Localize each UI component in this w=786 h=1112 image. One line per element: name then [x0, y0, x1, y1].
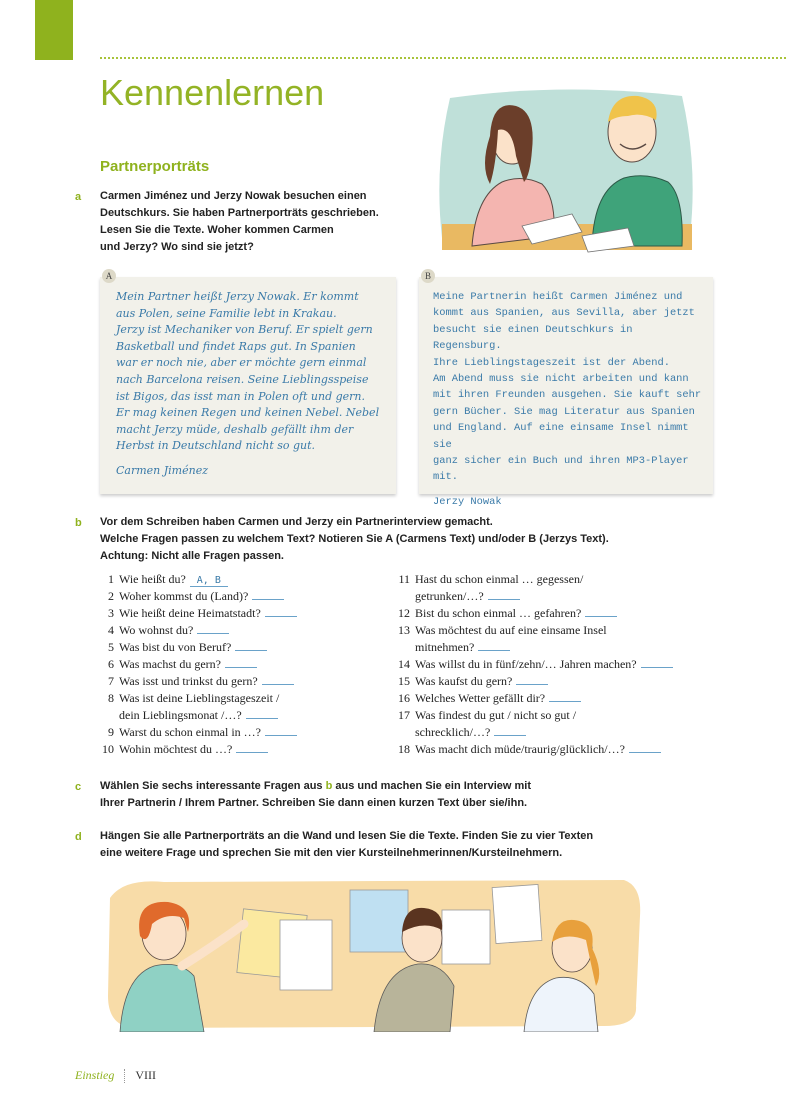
- question-number: 17: [398, 708, 410, 722]
- text-line: ist Bigos, das isst man in Polen oft und gern.: [116, 389, 366, 403]
- answer-blank[interactable]: [265, 605, 297, 617]
- question-item: [100, 639, 390, 656]
- section-subtitle: Partnerporträts: [100, 158, 210, 175]
- question-line: Wie heißt deine Heimatstadt?: [119, 606, 261, 620]
- question-number: 2: [108, 589, 114, 603]
- card-tag-a: A: [102, 269, 116, 283]
- question-text: [119, 724, 390, 741]
- text-line: Basketball und findet Raps gut. In Spanien: [116, 339, 356, 353]
- question-line: Was isst und trinkst du gern?: [119, 674, 258, 688]
- question-text: [119, 656, 390, 673]
- question-number: 9: [108, 725, 114, 739]
- text-line: Jerzy ist Mechaniker von Beruf. Er spielt gern: [116, 323, 373, 337]
- footer-separator: [124, 1069, 125, 1083]
- task-reference: b: [325, 780, 333, 792]
- answer-blank[interactable]: [262, 673, 294, 685]
- question-line: Warst du schon einmal in …?: [119, 725, 262, 739]
- question-list-left: [100, 571, 390, 758]
- question-text: [415, 571, 716, 605]
- question-line: Was ist deine Lieblingstageszeit /: [119, 691, 280, 705]
- question-text: [415, 741, 716, 758]
- question-number: 13: [398, 623, 410, 637]
- question-line: dein Lieblingsmonat /…?: [119, 708, 242, 722]
- text-line: Am Abend muss sie nicht arbeiten und kann: [433, 373, 689, 386]
- question-item: [100, 724, 390, 741]
- question-text: [119, 673, 390, 690]
- task-a-letter: a: [75, 191, 82, 203]
- question-line: Was machst du gern?: [119, 657, 221, 671]
- question-text: [119, 690, 390, 724]
- task-d-line: Hängen Sie alle Partnerporträts an die Wand und lesen Sie die Texte. Finden Sie zu vier Texten: [100, 830, 594, 842]
- question-number: 14: [398, 657, 410, 671]
- page-footer: [75, 1068, 156, 1083]
- question-number: 5: [108, 640, 114, 654]
- question-item: [396, 605, 716, 622]
- question-line: Welches Wetter gefällt dir?: [415, 691, 546, 705]
- task-a-line: und Jerzy? Wo sind sie jetzt?: [100, 241, 254, 253]
- answer-blank[interactable]: [641, 656, 673, 668]
- task-a-line: Lesen Sie die Texte. Woher kommen Carmen: [100, 224, 334, 236]
- task-b-line: Vor dem Schreiben haben Carmen und Jerzy ein Partnerinterview gemacht.: [100, 516, 493, 528]
- question-text: [415, 605, 716, 622]
- answer-blank[interactable]: [235, 639, 267, 651]
- task-a-line: Deutschkurs. Sie haben Partnerporträts geschrieben.: [100, 207, 379, 219]
- answer-blank[interactable]: [629, 741, 661, 753]
- text-line: Er mag keinen Regen und keinen Nebel. Nebel: [116, 406, 380, 420]
- task-c-line: Ihrer Partnerin / Ihrem Partner. Schreiben Sie dann einen kurzen Text über sie/ihn.: [100, 797, 528, 809]
- question-line: Was möchtest du auf eine einsame Insel: [415, 623, 607, 637]
- question-item: [396, 656, 716, 673]
- question-line: Wo wohnst du?: [119, 623, 194, 637]
- question-number: 8: [108, 691, 114, 705]
- wall-portraits-illustration: [104, 876, 644, 1032]
- question-item: [100, 673, 390, 690]
- question-item: [100, 656, 390, 673]
- question-text: [119, 571, 390, 588]
- question-item: [396, 741, 716, 758]
- text-line: besucht sie einen Deutschkurs in Regensburg.: [433, 323, 633, 353]
- question-text: [119, 605, 390, 622]
- task-d-line: eine weitere Frage und sprechen Sie mit den vier Kursteilnehmerinnen/Kursteilnehmern.: [100, 847, 563, 859]
- question-item: [396, 571, 716, 605]
- task-b-letter: b: [75, 517, 82, 529]
- question-line: Wohin möchtest du …?: [119, 742, 233, 756]
- question-line: schrecklich/…?: [415, 725, 491, 739]
- question-number: 18: [398, 742, 410, 756]
- text-line: und England. Auf eine einsame Insel nimmt sie: [433, 422, 689, 451]
- text-line: war er noch nie, aber er möchte gern einmal: [116, 356, 367, 370]
- task-d-instructions: [100, 828, 740, 862]
- answer-blank[interactable]: [252, 588, 284, 600]
- question-number: 3: [108, 606, 114, 620]
- text-line: macht Jerzy müde, deshalb gefällt ihm der: [116, 422, 354, 436]
- answer-blank[interactable]: [585, 605, 617, 617]
- text-line: Herbst in Deutschland nicht so gut.: [116, 439, 316, 453]
- answer-blank[interactable]: [478, 639, 510, 651]
- text-line: ganz sicher ein Buch und ihren MP3-Player mit.: [433, 455, 689, 484]
- footer-section: Einstieg: [75, 1068, 115, 1082]
- question-number: 1: [108, 572, 114, 586]
- question-item: [100, 605, 390, 622]
- question-line: getrunken/…?: [415, 589, 484, 603]
- task-c-instructions: [100, 778, 740, 812]
- page-title: Kennenlernen: [100, 72, 325, 113]
- text-line: Meine Partnerin heißt Carmen Jiménez und: [433, 291, 683, 303]
- answer-blank[interactable]: [197, 622, 229, 634]
- question-item: [100, 571, 390, 588]
- task-c-line: Wählen Sie sechs interessante Fragen aus b aus und machen Sie ein Interview mit: [100, 780, 531, 792]
- question-number: 15: [398, 674, 410, 688]
- text-line: nach Barcelona reisen. Seine Lieblingsspeise: [116, 372, 369, 386]
- page-number: VIII: [135, 1068, 156, 1082]
- question-item: [100, 588, 390, 605]
- portrait-card-a: [100, 271, 396, 494]
- header-divider: [100, 57, 786, 59]
- text-line: kommt aus Spanien, aus Sevilla, aber jetzt: [433, 307, 695, 320]
- signature-a: Carmen Jiménez: [116, 463, 209, 477]
- answer-blank[interactable]: [236, 741, 268, 753]
- answer-blank[interactable]: [265, 724, 297, 736]
- question-line: Was willst du in fünf/zehn/… Jahren machen?: [415, 657, 637, 671]
- question-item: [396, 673, 716, 690]
- question-item: [396, 622, 716, 656]
- text-line: mit ihren Freunden ausgehen. Sie kauft sehr: [433, 389, 702, 402]
- task-b-line: Achtung: Nicht alle Fragen passen.: [100, 550, 284, 562]
- question-text: [119, 622, 390, 639]
- answer-blank[interactable]: A, B: [190, 575, 228, 587]
- answer-blank[interactable]: [246, 707, 278, 719]
- question-number: 12: [398, 606, 410, 620]
- question-line: Bist du schon einmal … gefahren?: [415, 606, 582, 620]
- question-item: [396, 707, 716, 741]
- answer-blank[interactable]: [516, 673, 548, 685]
- text-line: Mein Partner heißt Jerzy Nowak. Er kommt: [116, 290, 359, 303]
- question-text: [415, 673, 716, 690]
- question-line: Was findest du gut / nicht so gut /: [415, 708, 577, 722]
- portrait-card-b: [419, 271, 713, 508]
- question-line: mitnehmen?: [415, 640, 475, 654]
- answer-blank[interactable]: [494, 724, 526, 736]
- question-line: Hast du schon einmal … gegessen/: [415, 572, 584, 586]
- task-b-line: Welche Fragen passen zu welchem Text? Notieren Sie A (Carmens Text) und/oder B (Jerzys Text).: [100, 533, 609, 545]
- question-line: Was bist du von Beruf?: [119, 640, 232, 654]
- question-text: [119, 588, 390, 605]
- question-line: Was kaufst du gern?: [415, 674, 513, 688]
- question-line: Woher kommst du (Land)?: [119, 589, 249, 603]
- question-item: [100, 741, 390, 758]
- question-list-right: [396, 571, 716, 758]
- task-a-line: Carmen Jiménez und Jerzy Nowak besuchen einen: [100, 190, 367, 202]
- question-number: 11: [398, 572, 410, 586]
- question-line: Was macht dich müde/traurig/glücklich/…?: [415, 742, 625, 756]
- question-text: [119, 741, 390, 758]
- signature-b: Jerzy Nowak: [433, 495, 502, 508]
- text-line: gern Bücher. Sie mag Literatur aus Spanien: [433, 405, 695, 418]
- question-item: [100, 690, 390, 724]
- question-text: [415, 622, 716, 656]
- task-a-instructions: [100, 188, 400, 256]
- text-line: Ihre Lieblingstageszeit ist der Abend.: [433, 356, 670, 369]
- question-item: [100, 622, 390, 639]
- answer-blank[interactable]: [549, 690, 581, 702]
- question-number: 10: [102, 742, 114, 756]
- task-b-instructions: [100, 514, 740, 565]
- conversation-illustration: [432, 86, 698, 254]
- question-text: [415, 690, 716, 707]
- question-number: 7: [108, 674, 114, 688]
- text-line: aus Polen, seine Familie lebt in Krakau.: [116, 306, 337, 320]
- chapter-marker: [35, 0, 73, 60]
- task-d-letter: d: [75, 831, 82, 843]
- answer-blank[interactable]: [488, 588, 520, 600]
- question-text: [119, 639, 390, 656]
- question-number: 6: [108, 657, 114, 671]
- question-text: [415, 707, 716, 741]
- task-c-letter: c: [75, 781, 82, 793]
- question-number: 16: [398, 691, 410, 705]
- answer-blank[interactable]: [225, 656, 257, 668]
- question-line: Wie heißt du?: [119, 572, 186, 586]
- question-text: [415, 656, 716, 673]
- card-tag-b: B: [421, 269, 435, 283]
- question-item: [396, 690, 716, 707]
- question-number: 4: [108, 623, 114, 637]
